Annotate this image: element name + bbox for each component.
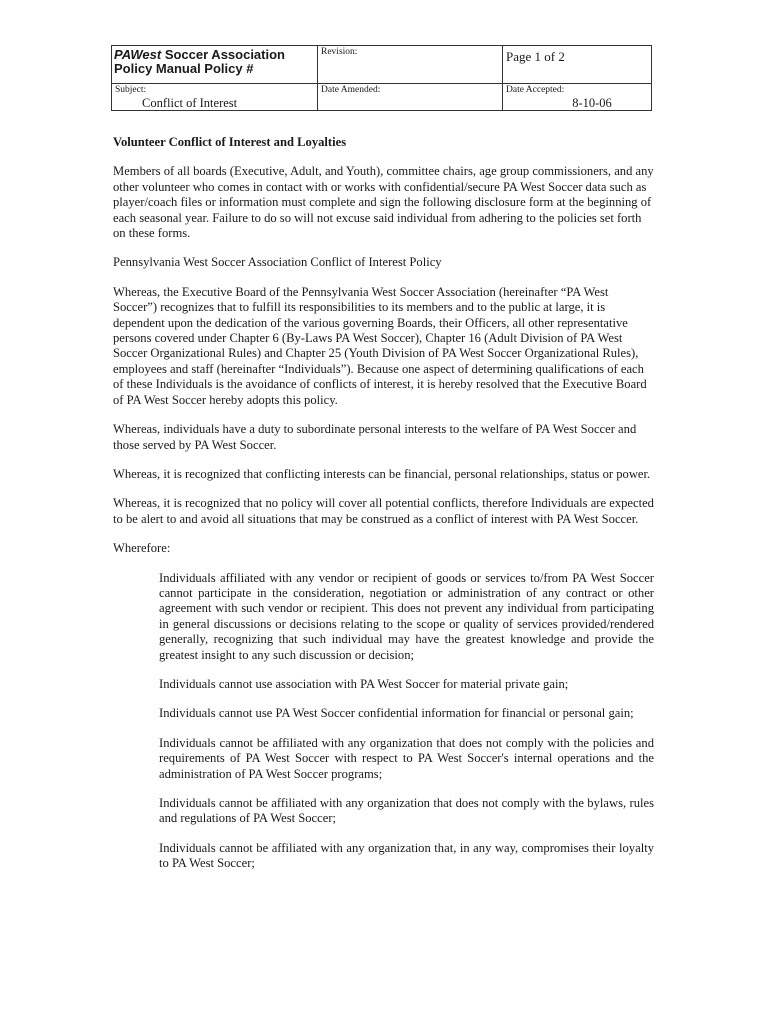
policy-item: Individuals affiliated with any vendor or recipient of goods or services to/from PA West Soccer cannot participate in the consideration, negotiation or administration of any contract or other agreement with such vendor or recipient. This does not prevent any individual from participating in general discussions or decisions relating to the scope or quality of services provided/rendered generally, recognizing that such individual may have the greatest knowledge and provide the greatest insight to any such discussion or decision; [159, 570, 654, 662]
association-name-rest: Soccer Association [161, 47, 285, 62]
document-body [113, 135, 654, 886]
whereas-paragraph-1: Whereas, the Executive Board of the Pennsylvania West Soccer Association (hereinafter “PA West Soccer”) recognizes that to fulfill its responsibilities to its members and to the public at large, it is dependent upon the dedication of the various governing Boards, their Officers, all other representative persons covered under Chapter 6 (By-Laws PA West Soccer), Chapter 16 (Adult Division of PA West Soccer Organizational Rules) and Chapter 25 (Youth Division of PA West Soccer Organizational Rules), employees and staff (hereinafter “Individuals”). Because one aspect of determining qualifications of each of these Individuals is the avoidance of conflicts of interest, it is hereby resolved that the Executive Board of PA West Soccer hereby adopts this policy. [113, 284, 647, 407]
policy-item: Individuals cannot be affiliated with any organization that does not comply with the policies and requirements of PA West Soccer with respect to PA West Soccer's internal operations and the administration of PA West Soccer programs; [159, 735, 654, 781]
date-accepted-label: Date Accepted: [506, 85, 565, 95]
date-accepted-value: 8-10-06 [572, 96, 612, 110]
section-heading: Volunteer Conflict of Interest and Loyalties [113, 135, 347, 149]
intro-paragraph: Members of all boards (Executive, Adult, and Youth), committee chairs, age group commissioners, and any other volunteer who comes in contact with or works with confidential/secure PA West Soccer data such as player/coach files or information must complete and sign the following disclosure form at the beginning of each seasonal year. Failure to do so will not excuse said individual from adhering to the policies set forth on these forms. [113, 164, 654, 241]
date-amended-cell [318, 84, 503, 111]
page-cell [503, 46, 652, 84]
policy-title: Pennsylvania West Soccer Association Conflict of Interest Policy [113, 255, 442, 270]
subject-cell [112, 84, 318, 111]
whereas-paragraph-2: Whereas, individuals have a duty to subordinate personal interests to the welfare of PA West Soccer and those served by PA West Soccer. [113, 422, 637, 452]
policy-item: Individuals cannot use PA West Soccer confidential information for financial or personal gain; [159, 706, 634, 721]
whereas-paragraph-3: Whereas, it is recognized that conflicting interests can be financial, personal relationships, status or power. [113, 466, 651, 481]
policy-items-list [159, 571, 654, 872]
association-cell [112, 46, 318, 84]
policy-manual-label: Policy Manual Policy # [114, 61, 254, 76]
association-name-italic: PAWest [114, 47, 162, 62]
association-name [112, 46, 317, 76]
wherefore-label: Wherefore: [113, 541, 171, 556]
policy-item: Individuals cannot use association with PA West Soccer for material private gain; [159, 676, 569, 691]
revision-label: Revision: [321, 47, 358, 57]
revision-cell [318, 46, 503, 84]
policy-item: Individuals cannot be affiliated with any organization that, in any way, compromises their loyalty to PA West Soccer; [159, 840, 654, 871]
policy-header-table [111, 45, 652, 111]
subject-label: Subject: [115, 85, 147, 95]
whereas-paragraph-4: Whereas, it is recognized that no policy will cover all potential conflicts, therefore Individuals are expected to be alert to and avoid all situations that may be construed as a conflict of interest with PA West Soccer. [113, 496, 654, 526]
page-number: Page 1 of 2 [506, 49, 565, 64]
date-accepted-cell [503, 84, 652, 111]
policy-item: Individuals cannot be affiliated with any organization that does not comply with the bylaws, rules and regulations of PA West Soccer; [159, 796, 654, 826]
date-amended-label: Date Amended: [321, 85, 381, 95]
subject-value: Conflict of Interest [142, 96, 238, 110]
